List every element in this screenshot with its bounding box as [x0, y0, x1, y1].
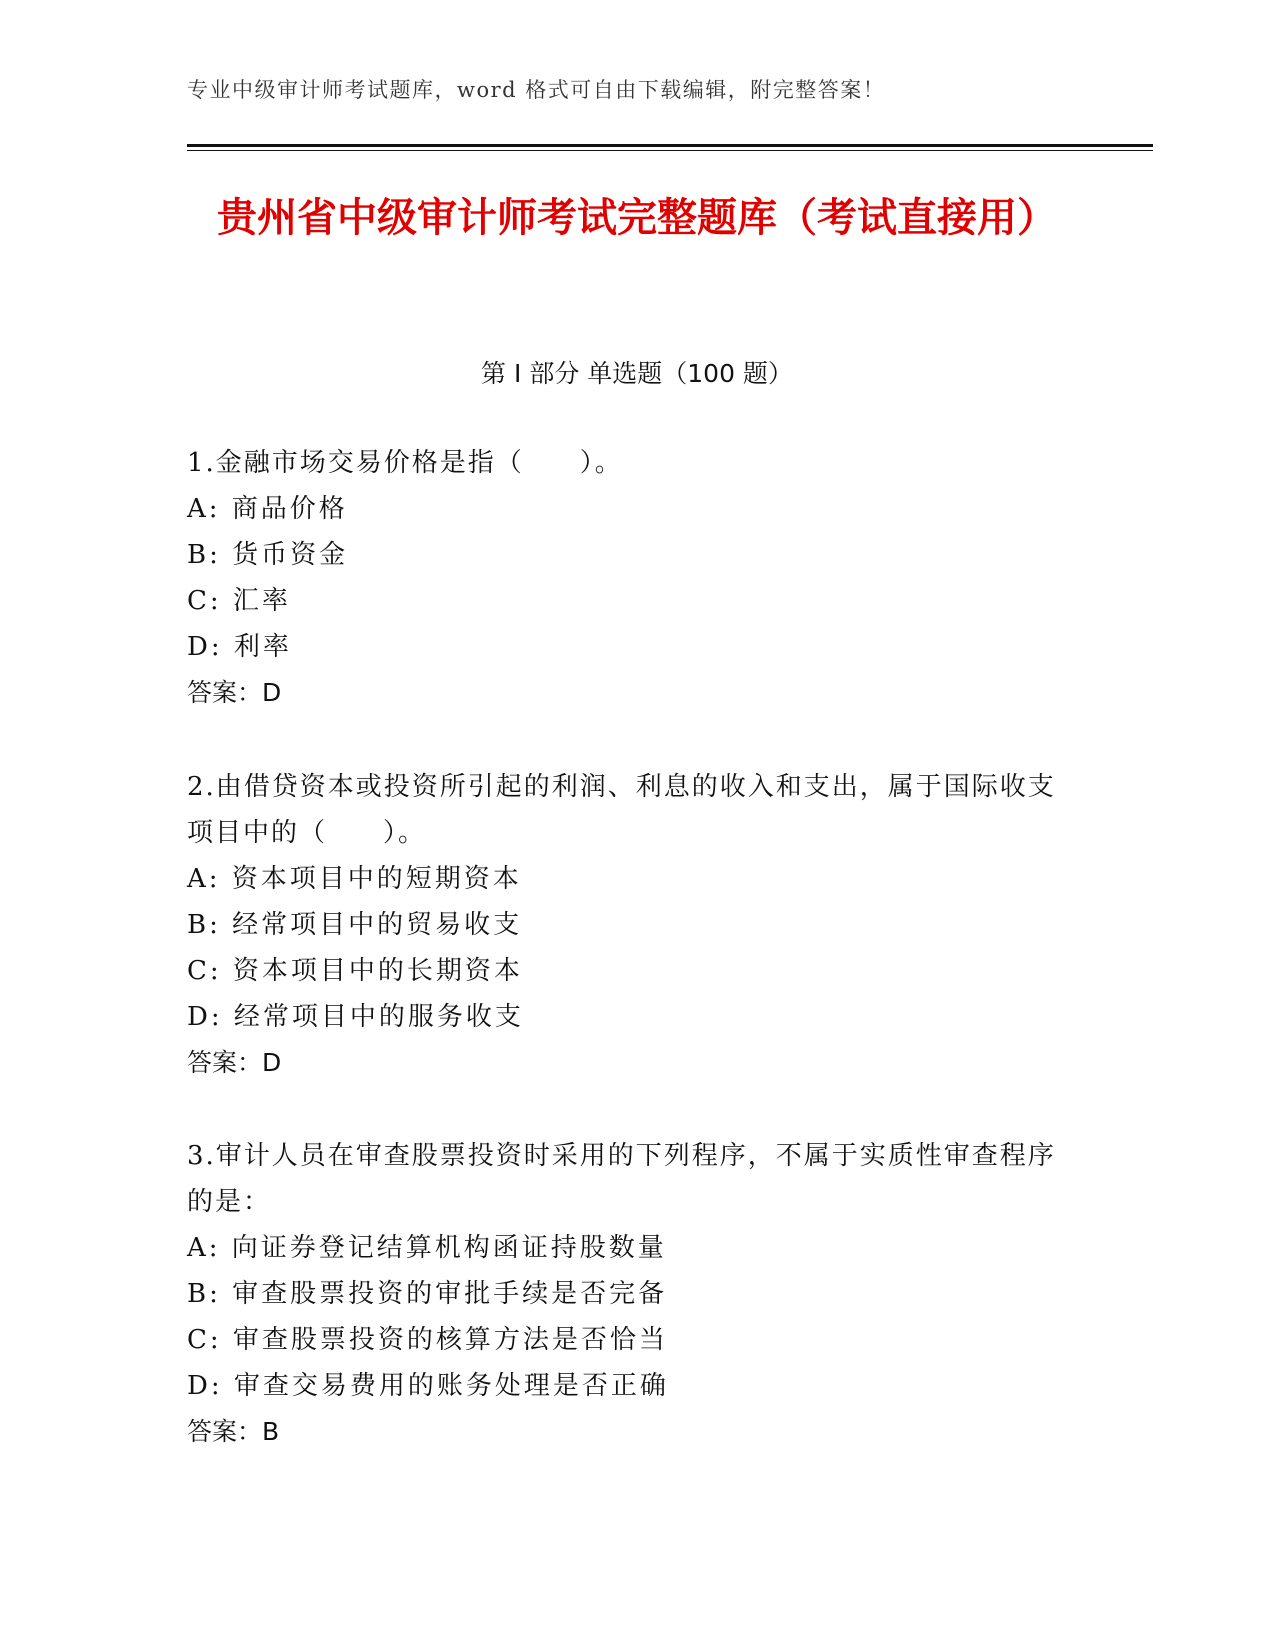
option-b: B: 审查股票投资的审批手续是否完备 [187, 1279, 668, 1309]
question-stem: 2.由借贷资本或投资所引起的利润、利息的收入和支出，属于国际收支项目中的（ ）。 [187, 772, 1056, 848]
header-divider-thick [187, 144, 1153, 147]
option-a: A: 资本项目中的短期资本 [187, 864, 522, 894]
question-stem: 1.金融市场交易价格是指（ ）。 [187, 448, 623, 478]
option-c: C: 汇率 [187, 586, 291, 616]
option-a: A: 商品价格 [187, 494, 348, 524]
question-1 [187, 440, 1067, 716]
answer: 答案：D [187, 1048, 282, 1077]
option-a: A: 向证券登记结算机构函证持股数量 [187, 1233, 667, 1263]
option-d: D: 利率 [187, 632, 292, 662]
document-title: 贵州省中级审计师考试完整题库（考试直接用） [217, 195, 1057, 241]
section-title: 第 I 部分 单选题（100 题） [481, 359, 793, 388]
option-b: B: 经常项目中的贸易收支 [187, 910, 523, 940]
option-c: C: 审查股票投资的核算方法是否恰当 [187, 1325, 668, 1355]
question-stem: 3.审计人员在审查股票投资时采用的下列程序，不属于实质性审查程序的是： [187, 1141, 1056, 1217]
header-divider-thin [187, 150, 1153, 151]
question-3 [187, 1133, 1067, 1455]
option-d: D: 审查交易费用的账务处理是否正确 [187, 1371, 669, 1401]
option-d: D: 经常项目中的服务收支 [187, 1002, 524, 1032]
header-note: 专业中级审计师考试题库，word 格式可自由下载编辑，附完整答案！ [187, 78, 886, 102]
option-b: B: 货币资金 [187, 540, 349, 570]
option-c: C: 资本项目中的长期资本 [187, 956, 523, 986]
question-2 [187, 764, 1067, 1086]
answer: 答案：B [187, 1417, 280, 1446]
answer: 答案：D [187, 678, 282, 707]
